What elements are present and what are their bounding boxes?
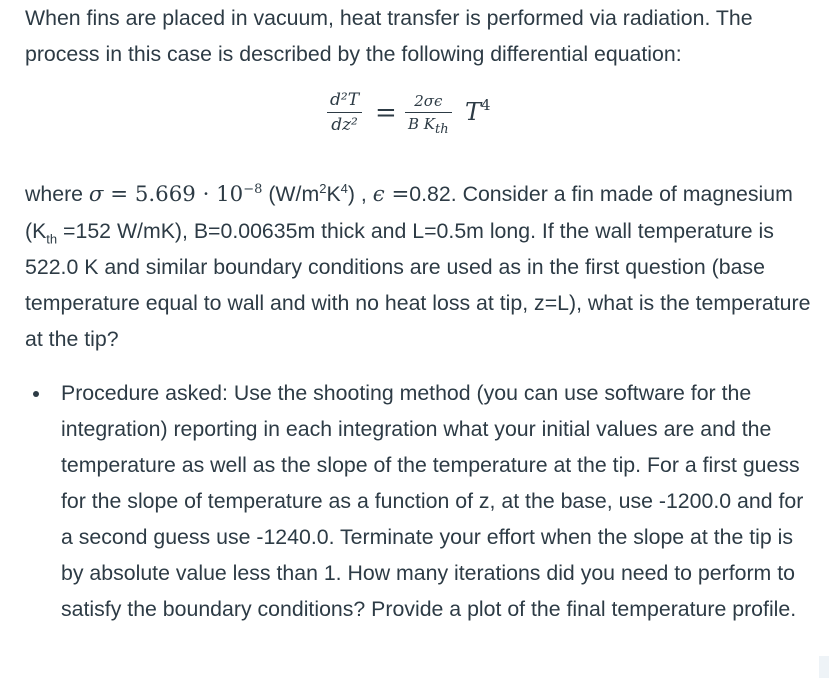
t-symbol: T: [465, 98, 482, 126]
intro-paragraph: When fins are placed in vacuum, heat transfer is performed via radiation. The process in this case is described by the following differential equation:: [25, 6, 753, 66]
lhs-numerator: d²T: [330, 90, 360, 110]
units-text-3: ) ,: [347, 182, 373, 206]
problem-text-1: 0.82. Consider a fin made of magnesium (K: [25, 182, 793, 243]
equals-sign: =: [375, 98, 397, 128]
procedure-list: [25, 375, 815, 627]
problem-text-2: =152 W/mK), B=0.00635m thick and L=0.5m long. If the wall temperature is 522.0 K and similar boundary conditions are used as in the first question (base temperature equal to wall and with no heat loss at tip, z=L), what is the temperature at the tip?: [25, 219, 811, 351]
rhs-fraction: [405, 92, 452, 137]
rhs-den-main: B K: [408, 115, 435, 133]
rhs-numerator: 2σϵ: [414, 92, 443, 110]
rhs-denominator: [405, 115, 452, 137]
fraction-bar: [327, 112, 362, 113]
differential-equation: [25, 72, 815, 176]
epsilon-symbol: ϵ: [372, 182, 385, 207]
sigma-value: 5.669 · 10: [134, 182, 244, 207]
units-text-1: (W/m: [262, 182, 320, 206]
lhs-fraction: [327, 90, 362, 135]
lhs-denominator: dz²: [331, 115, 358, 135]
scrollbar-hint[interactable]: [819, 656, 829, 678]
t-power: [465, 96, 491, 126]
parameters-paragraph: [25, 176, 815, 357]
kth-subscript: th: [46, 231, 58, 247]
where-text: where: [25, 182, 89, 206]
epsilon-equals: =: [384, 182, 410, 207]
sigma-exponent: −8: [243, 181, 263, 197]
sigma-symbol: σ: [88, 182, 104, 207]
procedure-item: Procedure asked: Use the shooting method (you can use software for the integration) reporting in each integration what your initial values are and the temperature as well as the slope of the temperature at the tip. For a first guess for the slope of temperature as a function of z, at the base, use -1200.0 and for a second guess use -1240.0. Terminate your effort when the slope at the tip is by absolute value less than 1. How many iterations did you need to perform to satisfy the boundary conditions? Provide a plot of the final temperature profile.: [61, 375, 815, 627]
rhs-den-sub: th: [435, 122, 449, 137]
units-exponent-2: 4: [340, 180, 348, 196]
t-exponent: 4: [481, 96, 491, 114]
units-text-2: K: [326, 182, 341, 206]
fraction-bar: [405, 112, 452, 113]
units-exponent-1: 2: [319, 180, 327, 196]
equals-text: =: [103, 182, 135, 207]
question-body: [25, 0, 815, 627]
